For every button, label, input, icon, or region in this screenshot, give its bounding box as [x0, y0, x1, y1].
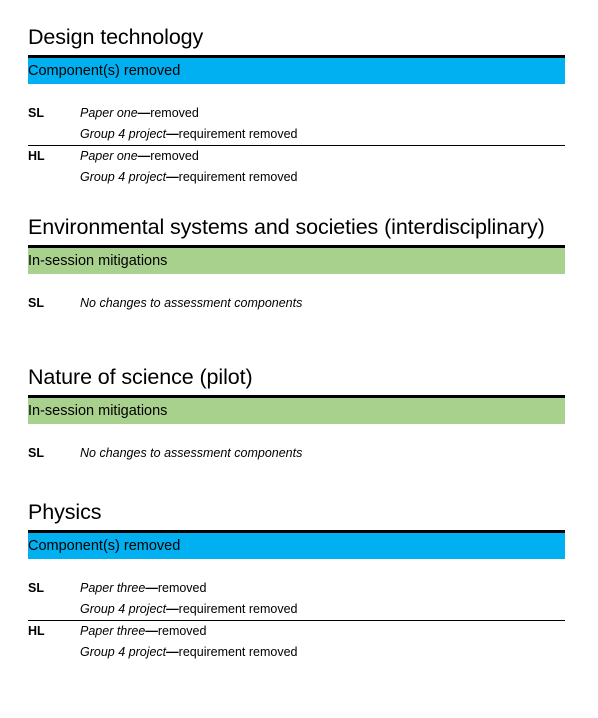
component-line	[80, 578, 565, 599]
component-name: Group 4 project	[80, 645, 167, 659]
component-line	[80, 124, 565, 145]
component-status: requirement removed	[178, 127, 298, 141]
level-block-sl	[28, 443, 565, 464]
section-title: Environmental systems and societies (interdisciplinary)	[28, 215, 545, 239]
component-status: requirement removed	[178, 602, 298, 616]
component-name: Paper three	[80, 624, 146, 638]
level-label: SL	[28, 296, 44, 310]
level-block-hl	[28, 145, 565, 188]
component-line	[80, 599, 565, 620]
component-name: Group 4 project	[80, 602, 167, 616]
level-lines	[80, 621, 565, 663]
component-name: Paper one	[80, 106, 138, 120]
level-block-sl	[28, 103, 565, 145]
component-status: requirement removed	[178, 645, 298, 659]
em-dash: —	[137, 149, 151, 163]
level-lines	[80, 293, 565, 314]
level-label: SL	[28, 106, 44, 120]
component-name: Group 4 project	[80, 170, 167, 184]
component-name: Group 4 project	[80, 127, 167, 141]
component-line	[80, 621, 565, 642]
component-line	[80, 146, 565, 167]
section-nature-of-science	[28, 314, 565, 464]
section-environmental-systems	[28, 188, 565, 314]
component-line	[80, 642, 565, 663]
component-line	[80, 103, 565, 124]
document-page	[28, 0, 565, 663]
level-lines	[80, 103, 565, 145]
section-band-label: In-session mitigations	[28, 395, 565, 424]
component-line	[80, 167, 565, 188]
level-label: SL	[28, 446, 44, 460]
component-status: removed	[157, 624, 207, 638]
component-name: Paper three	[80, 581, 146, 595]
component-status: removed	[150, 149, 199, 163]
section-band-label: Component(s) removed	[28, 530, 565, 559]
level-block-hl	[28, 620, 565, 663]
em-dash: —	[166, 645, 179, 659]
no-changes-note: No changes to assessment components	[80, 446, 303, 460]
em-dash: —	[166, 170, 179, 184]
level-lines	[80, 146, 565, 188]
component-line	[80, 443, 565, 464]
component-name: Paper one	[80, 149, 138, 163]
em-dash: —	[166, 127, 179, 141]
no-changes-note: No changes to assessment components	[80, 296, 303, 310]
level-block-sl	[28, 293, 565, 314]
component-line	[80, 293, 565, 314]
em-dash: —	[145, 581, 158, 595]
level-label: HL	[28, 149, 45, 163]
em-dash: —	[145, 624, 158, 638]
level-label: SL	[28, 581, 44, 595]
section-band-label: In-session mitigations	[28, 245, 565, 274]
section-band-label: Component(s) removed	[28, 55, 565, 84]
level-block-sl	[28, 578, 565, 620]
component-status: removed	[150, 106, 199, 120]
section-title: Nature of science (pilot)	[28, 365, 253, 389]
level-lines	[80, 578, 565, 620]
em-dash: —	[166, 602, 179, 616]
level-label: HL	[28, 624, 45, 638]
level-lines	[80, 443, 565, 464]
section-physics	[28, 464, 565, 663]
section-title: Design technology	[28, 25, 204, 49]
component-status: requirement removed	[178, 170, 298, 184]
component-status: removed	[157, 581, 207, 595]
section-design-technology	[28, 0, 565, 188]
section-title: Physics	[28, 500, 102, 524]
em-dash: —	[137, 106, 151, 120]
